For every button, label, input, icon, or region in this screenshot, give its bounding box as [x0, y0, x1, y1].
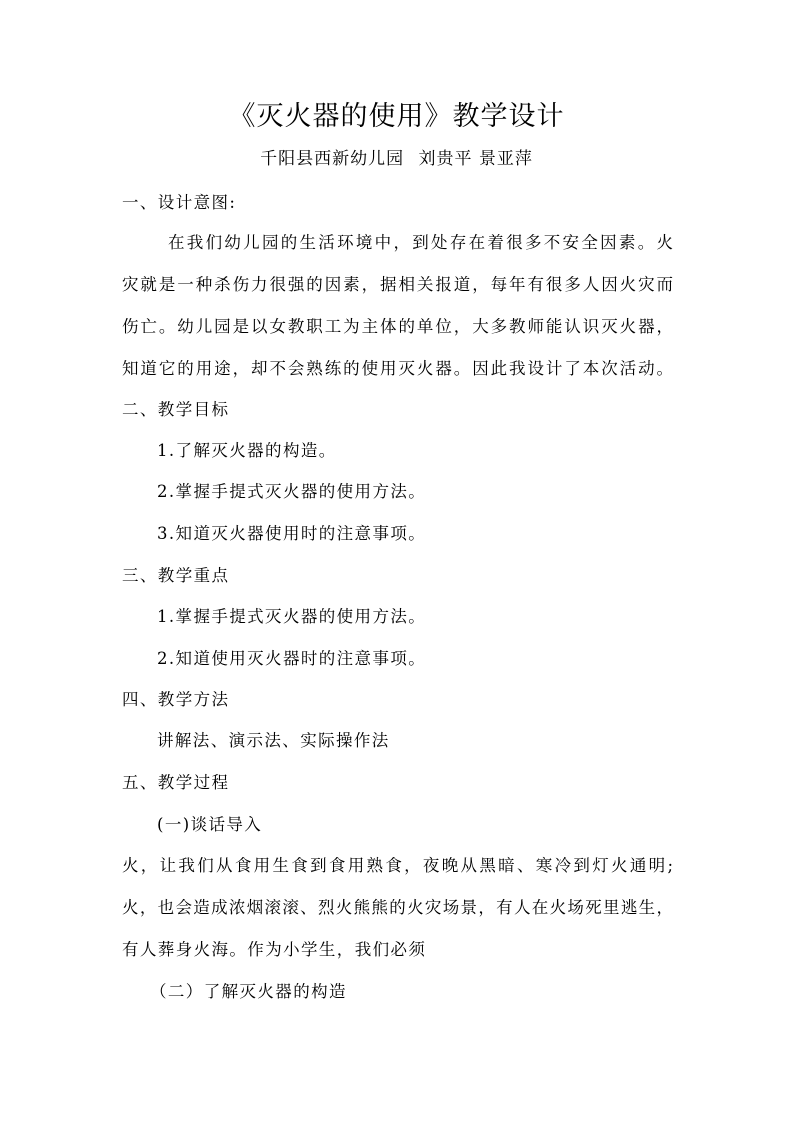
process-paragraph-line: 火，让我们从食用生食到食用熟食，夜晚从黑暗、寒冷到灯火通明; [122, 856, 673, 875]
goal-item: 2.掌握手提式灭火器的使用方法。 [157, 482, 427, 501]
focus-item: 1.掌握手提式灭火器的使用方法。 [157, 607, 427, 626]
section-heading-methods: 四、教学方法 [122, 690, 230, 709]
author-school: 千阳县西新幼儿园 [260, 149, 405, 169]
process-paragraph-line: 火，也会造成浓烟滚滚、烈火熊熊的火灾场景，有人在火场死里逃生， [122, 898, 673, 917]
goal-item: 1.了解灭火器的构造。 [157, 441, 337, 460]
process-step-heading: （二）了解灭火器的构造 [150, 982, 347, 1001]
section-heading-process: 五、教学过程 [122, 773, 230, 792]
section-heading-goals: 二、教学目标 [122, 400, 230, 419]
document-authors [0, 148, 793, 170]
intent-paragraph-line: 灾就是一种杀伤力很强的因素，据相关报道，每年有很多人因火灾而 [122, 275, 673, 294]
goal-item: 3.知道灭火器使用时的注意事项。 [157, 524, 427, 543]
section-heading-intent: 一、设计意图: [122, 193, 237, 212]
methods-text: 讲解法、演示法、实际操作法 [157, 731, 390, 750]
intent-paragraph-line: 知道它的用途，却不会熟练的使用灭火器。因此我设计了本次活动。 [122, 359, 673, 378]
author-names: 刘贵平 景亚萍 [418, 149, 533, 169]
intent-paragraph-line: 伤亡。幼儿园是以女教职工为主体的单位，大多教师能认识灭火器， [122, 317, 673, 336]
process-step-heading: (一)谈话导入 [157, 815, 263, 834]
intent-paragraph-line: 在我们幼儿园的生活环境中，到处存在着很多不安全因素。火 [168, 233, 673, 252]
focus-item: 2.知道使用灭火器时的注意事项。 [157, 649, 427, 668]
section-heading-focus: 三、教学重点 [122, 566, 230, 585]
process-paragraph-line: 有人葬身火海。作为小学生，我们必须 [122, 940, 427, 959]
document-title: 《灭火器的使用》教学设计 [228, 101, 565, 132]
